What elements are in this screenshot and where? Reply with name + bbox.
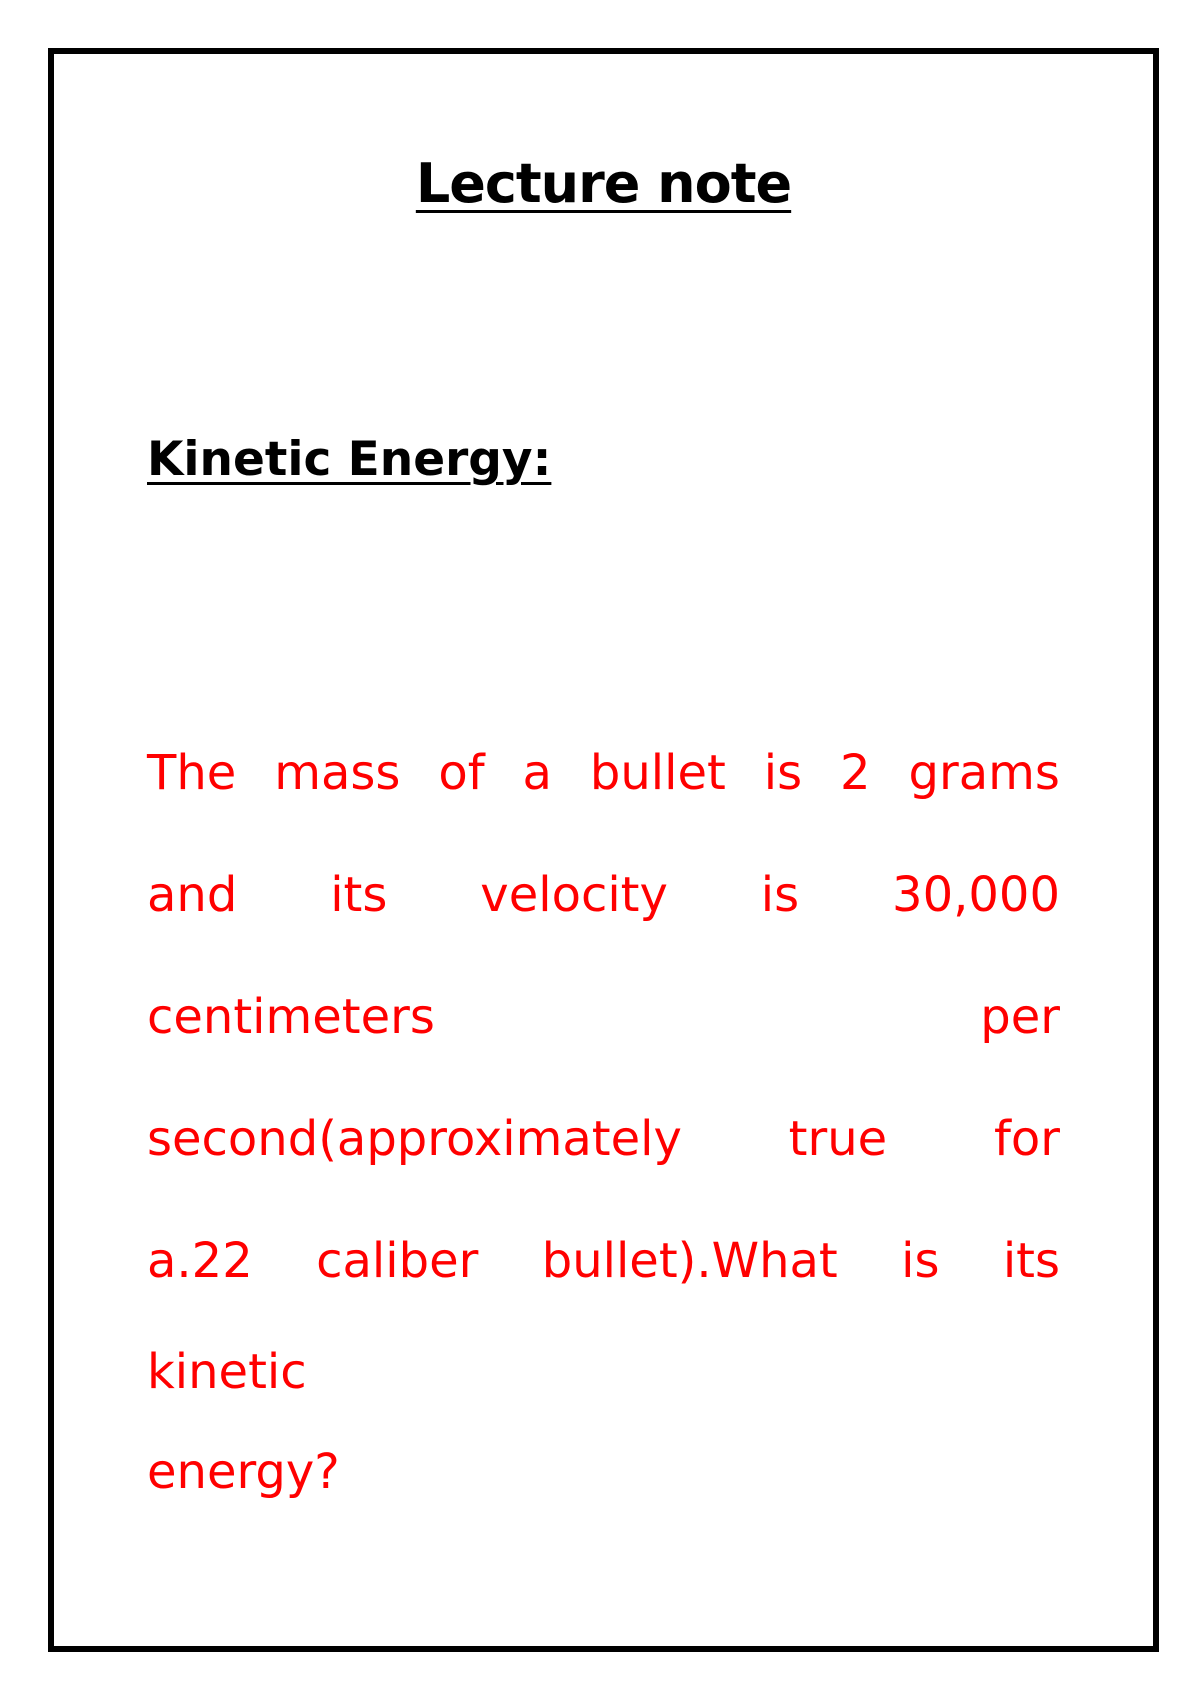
section-heading: Kinetic Energy: bbox=[147, 432, 552, 487]
question-word: second(approximately bbox=[147, 1111, 682, 1167]
question-word: The bbox=[147, 745, 237, 801]
question-line bbox=[147, 1322, 1060, 1422]
question-paragraph bbox=[147, 712, 1060, 1522]
question-line bbox=[147, 712, 1060, 834]
question-word: 2 bbox=[840, 745, 871, 801]
question-word: is bbox=[901, 1233, 940, 1289]
question-line bbox=[147, 1200, 1060, 1322]
question-line bbox=[147, 834, 1060, 956]
question-word: of bbox=[438, 745, 485, 801]
question-word: energy? bbox=[147, 1444, 340, 1500]
question-word: and bbox=[147, 867, 238, 923]
page-title: Lecture note bbox=[415, 152, 792, 215]
page-border bbox=[48, 48, 1159, 1652]
question-word: per bbox=[980, 989, 1060, 1045]
question-word: mass bbox=[274, 745, 401, 801]
question-line bbox=[147, 1422, 1060, 1522]
question-word: true bbox=[788, 1111, 888, 1167]
question-word: bullet).What bbox=[541, 1233, 838, 1289]
question-word: a.22 bbox=[147, 1233, 253, 1289]
question-word: 30,000 bbox=[892, 867, 1060, 923]
question-word: its bbox=[1002, 1233, 1060, 1289]
question-line bbox=[147, 1078, 1060, 1200]
question-word: is bbox=[760, 867, 800, 923]
question-word: grams bbox=[908, 745, 1060, 801]
question-word: velocity bbox=[480, 867, 668, 923]
question-word: a bbox=[522, 745, 552, 801]
question-word: caliber bbox=[316, 1233, 479, 1289]
question-word: kinetic bbox=[147, 1344, 307, 1400]
question-word: bullet bbox=[589, 745, 726, 801]
question-line bbox=[147, 956, 1060, 1078]
question-word: is bbox=[763, 745, 803, 801]
question-word: centimeters bbox=[147, 989, 435, 1045]
question-word: for bbox=[993, 1111, 1060, 1167]
question-word: its bbox=[330, 867, 388, 923]
